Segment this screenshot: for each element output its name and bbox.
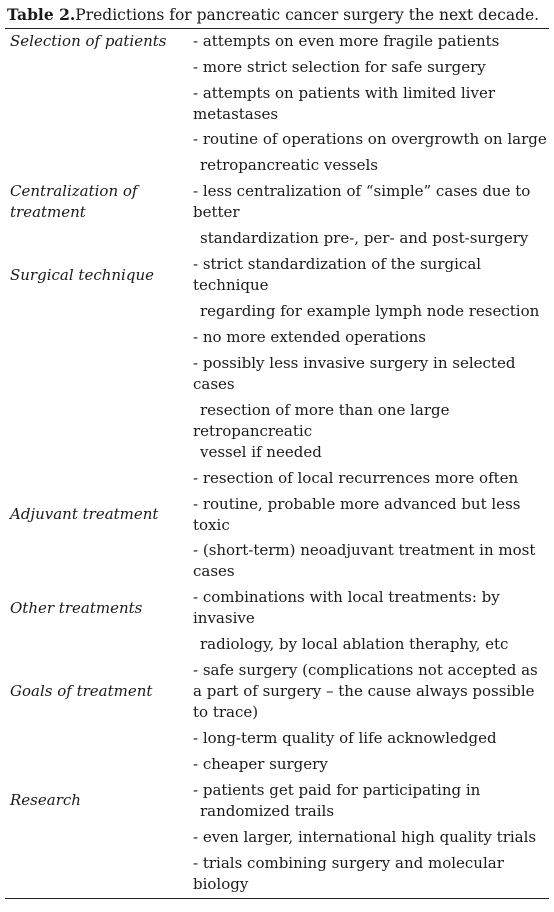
- top-rule: [5, 28, 549, 29]
- item-line: - even larger, international high quality trials: [193, 828, 537, 846]
- item-line: - safe surgery (complications not accepted as: [193, 661, 538, 679]
- row-category: [10, 181, 137, 223]
- item-line: - strict standardization of the surgical: [193, 255, 482, 273]
- row-item: [193, 494, 548, 536]
- item-line: regarding for example lymph node resection: [200, 302, 540, 320]
- item-line: - more strict selection for safe surgery: [193, 58, 486, 76]
- item-line: randomized trails: [200, 802, 335, 820]
- item-line: - attempts on patients with limited liver: [193, 84, 495, 102]
- row-item: [193, 57, 548, 78]
- item-line: biology: [193, 875, 249, 893]
- item-line: vessel if needed: [200, 443, 322, 461]
- item-line: - resection of local recurrences more often: [193, 469, 519, 487]
- row-category: [10, 504, 158, 525]
- item-line: cases: [193, 562, 235, 580]
- category-line: treatment: [10, 203, 86, 221]
- row-item: [193, 228, 548, 249]
- row-category: [10, 31, 167, 52]
- row-item: [193, 31, 548, 52]
- item-line: - routine of operations on overgrowth on large: [193, 130, 547, 148]
- category-line: Surgical technique: [10, 266, 154, 284]
- item-line: - possibly less invasive surgery in selected: [193, 354, 516, 372]
- item-line: technique: [193, 276, 269, 294]
- category-line: Selection of patients: [10, 32, 167, 50]
- item-line: invasive: [193, 609, 255, 627]
- item-line: - combinations with local treatments: by: [193, 588, 500, 606]
- category-line: Adjuvant treatment: [10, 505, 159, 523]
- item-line: metastases: [193, 105, 279, 123]
- table-title: Predictions for pancreatic cancer surgery the next decade.: [75, 6, 540, 24]
- item-line: to trace): [193, 703, 259, 721]
- row-item: [193, 353, 548, 395]
- item-line: - long-term quality of life acknowledged: [193, 729, 497, 747]
- row-category: [10, 598, 142, 619]
- item-line: - (short-term) neoadjuvant treatment in most: [193, 541, 536, 559]
- item-line: cases: [193, 375, 235, 393]
- row-item: [193, 254, 548, 296]
- row-category: [10, 681, 152, 702]
- item-line: a part of surgery – the cause always possible: [193, 682, 535, 700]
- row-item: [193, 853, 548, 895]
- item-line: resection of more than one large: [200, 401, 450, 419]
- item-line: standardization pre-, per- and post-surgery: [200, 229, 529, 247]
- item-line: - patients get paid for participating in: [193, 781, 481, 799]
- item-line: - no more extended operations: [193, 328, 426, 346]
- item-line: - trials combining surgery and molecular: [193, 854, 504, 872]
- item-line: retropancreatic: [193, 422, 313, 440]
- row-item: [193, 155, 548, 176]
- item-line: - routine, probable more advanced but less: [193, 495, 521, 513]
- row-item: [193, 468, 548, 489]
- item-line: - cheaper surgery: [193, 755, 328, 773]
- row-item: [193, 540, 548, 582]
- row-item: [193, 587, 548, 629]
- row-item: [193, 327, 548, 348]
- row-item: [193, 780, 548, 822]
- row-item: [193, 400, 548, 463]
- category-line: Centralization of: [10, 182, 138, 200]
- row-item: [193, 181, 548, 223]
- row-item: [193, 83, 548, 125]
- bottom-rule: [5, 898, 549, 899]
- item-line: better: [193, 203, 240, 221]
- category-line: Goals of treatment: [10, 682, 153, 700]
- table-label: Table 2.: [7, 5, 76, 24]
- item-line: radiology, by local ablation theraphy, etc: [200, 635, 509, 653]
- item-line: - less centralization of “simple” cases due to: [193, 182, 531, 200]
- category-line: Research: [10, 791, 81, 809]
- item-line: retropancreatic vessels: [200, 156, 378, 174]
- item-line: - attempts on even more fragile patients: [193, 32, 500, 50]
- item-line: toxic: [193, 516, 230, 534]
- row-item: [193, 660, 548, 723]
- row-item: [193, 827, 548, 848]
- row-category: [10, 265, 154, 286]
- category-line: Other treatments: [10, 599, 143, 617]
- row-item: [193, 754, 548, 775]
- row-item: [193, 728, 548, 749]
- row-item: [193, 301, 548, 322]
- row-item: [193, 634, 548, 655]
- row-item: [193, 129, 548, 150]
- table-caption: [7, 5, 539, 25]
- row-category: [10, 790, 81, 811]
